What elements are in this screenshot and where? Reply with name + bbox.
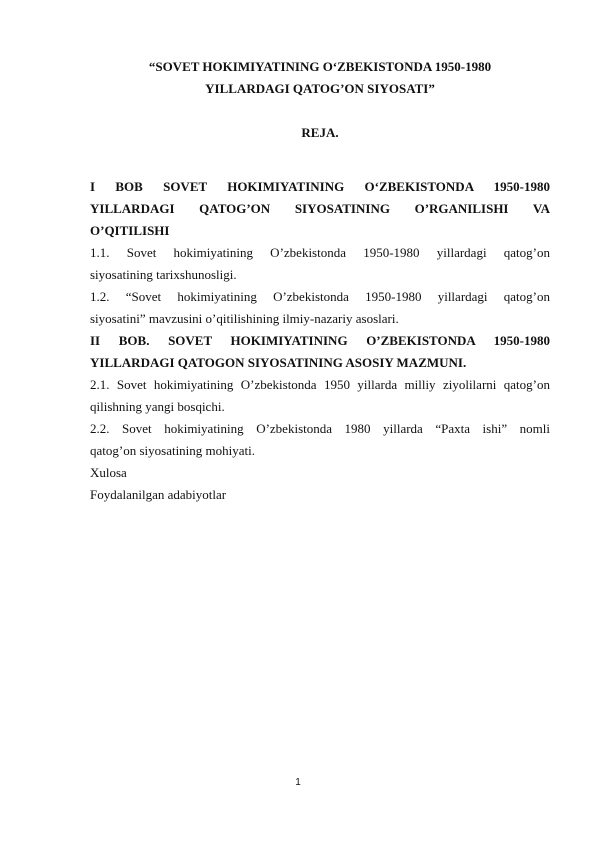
item-2-1-line-2: qilishning yangi bosqichi. — [90, 399, 225, 414]
item-2-2-line-1: 2.2. Sovet hokimiyatining O’zbekistonda 1980 yillarda “Paxta ishi” nomli — [90, 421, 550, 436]
document-title-line-1: “SOVET HOKIMIYATINING O‘ZBEKISTONDA 1950-1980 — [148, 59, 492, 74]
item-2-2-line-2: qatog’on siyosatining mohiyati. — [90, 443, 256, 458]
chapter-1-line-1: I BOB SOVET HOKIMIYATINING O‘ZBEKISTONDA 1950-1980 — [90, 179, 550, 194]
outline-item-1-2 — [90, 286, 550, 330]
chapter-2-line-2: YILLARDAGI QATOGON SIYOSATINING ASOSIY MAZMUNI. — [90, 355, 467, 370]
outline-chapter-1 — [90, 176, 550, 242]
outline-chapter-2 — [90, 330, 550, 374]
outline-conclusion: Xulosa — [90, 465, 127, 480]
outline-references: Foydalanilgan adabiyotlar — [90, 487, 227, 502]
item-1-2-line-2: siyosatini” mavzusini o’qitilishining ilmiy-nazariy asoslari. — [90, 311, 399, 326]
outline-item-2-2 — [90, 418, 550, 462]
chapter-1-line-2: YILLARDAGI QATOG’ON SIYOSATINING O’RGANILISHI VA — [90, 201, 550, 216]
chapter-1-line-3: O’QITILISHI — [90, 223, 170, 238]
chapter-2-line-1: II BOB. SOVET HOKIMIYATINING O’ZBEKISTONDA 1950-1980 — [90, 333, 550, 348]
document-title-line-2: YILLARDAGI QATOG’ON SIYOSATI” — [205, 81, 435, 96]
outline — [90, 176, 550, 506]
outline-item-1-1 — [90, 242, 550, 286]
plan-heading: REJA. — [301, 125, 339, 140]
item-1-1-line-1: 1.1. Sovet hokimiyatining O’zbekistonda 1950-1980 yillardagi qatog’on — [90, 245, 550, 260]
item-1-2-line-1: 1.2. “Sovet hokimiyatining O’zbekistonda 1950-1980 yillardagi qatog’on — [90, 289, 550, 304]
item-1-1-line-2: siyosatining tarixshunosligi. — [90, 267, 237, 282]
page-number: 1 — [295, 777, 301, 788]
item-2-1-line-1: 2.1. Sovet hokimiyatining O’zbekistonda 1950 yillarda milliy ziyolilarni qatog’on — [90, 377, 550, 392]
outline-item-2-1 — [90, 374, 550, 418]
